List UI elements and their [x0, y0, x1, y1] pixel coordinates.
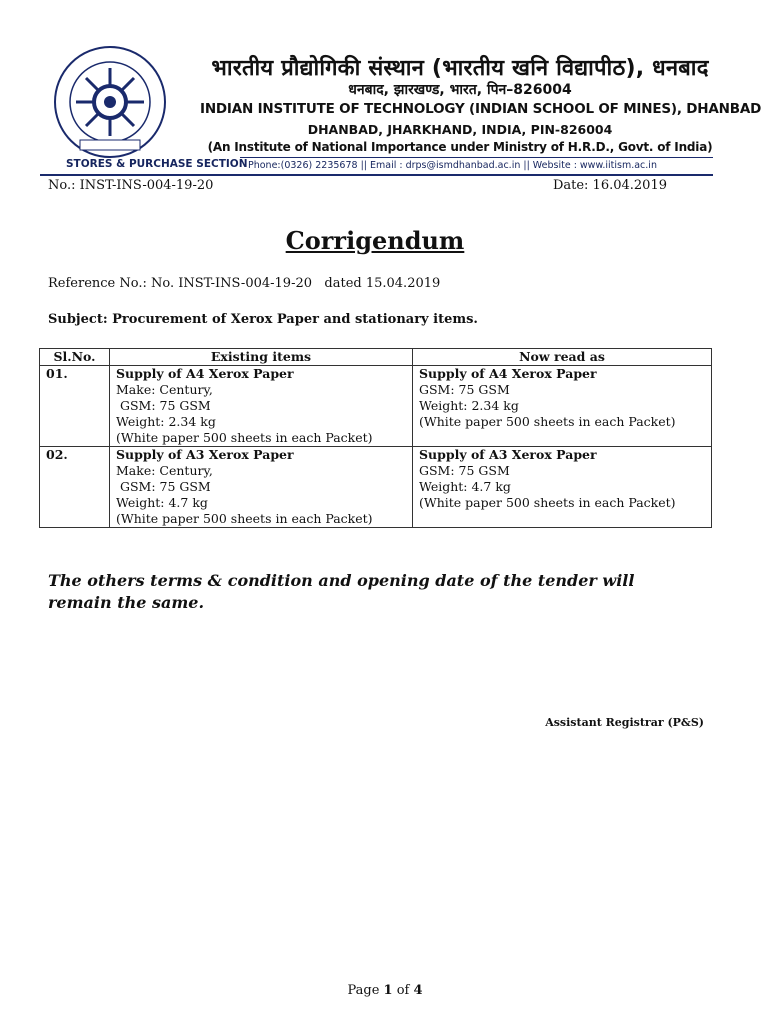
now-read-cell [413, 447, 712, 528]
page-total: 4 [413, 983, 423, 998]
letterhead [0, 0, 770, 180]
table-header-row [40, 349, 712, 366]
subject-text: Subject: Procurement of Xerox Paper and stationary items. [48, 312, 478, 327]
item-line: GSM: 75 GSM [419, 382, 510, 397]
institute-name-hindi: भारतीय प्रौद्योगिकी संस्थान (भारतीय खनि विद्यापीठ), धनबाद [211, 56, 709, 81]
item-line: Weight: 4.7 kg [419, 479, 511, 494]
institute-address: DHANBAD, JHARKHAND, INDIA, PIN-826004 [307, 122, 613, 137]
document-title: Corrigendum [285, 226, 465, 255]
column-header-sl: Sl.No. [40, 349, 110, 366]
institute-logo [52, 44, 168, 160]
section-name: STORES & PURCHASE SECTION [66, 158, 248, 170]
item-heading: Supply of A3 Xerox Paper [419, 447, 597, 462]
item-line: GSM: 75 GSM [419, 463, 510, 478]
item-line: (White paper 500 sheets in each Packet) [116, 511, 373, 526]
item-heading: Supply of A3 Xerox Paper [116, 447, 294, 462]
page-label: Page [347, 983, 380, 998]
institute-ministry: (An Institute of National Importance under Ministry of H.R.D., Govt. of India) [207, 140, 713, 154]
document-number: No.: INST-INS-004-19-20 [48, 178, 214, 193]
item-line: Weight: 2.34 kg [419, 398, 519, 413]
item-line: Weight: 2.34 kg [116, 414, 216, 429]
item-line: Make: Century, [116, 463, 213, 478]
letterhead-divider [240, 157, 713, 158]
page-current: 1 [383, 983, 393, 998]
item-line: (White paper 500 sheets in each Packet) [419, 414, 676, 429]
letterhead-rule [40, 174, 713, 176]
item-line: Weight: 4.7 kg [116, 495, 208, 510]
closing-note: The others terms & condition and opening date of the tender will remain the same. [48, 571, 635, 612]
corrigendum-table [39, 348, 712, 528]
column-header-existing: Existing items [110, 349, 413, 366]
signatory: Assistant Registrar (P&S) [545, 716, 704, 729]
item-line: (White paper 500 sheets in each Packet) [419, 495, 676, 510]
column-header-now: Now read as [413, 349, 712, 366]
institute-address-hindi: धनबाद, झारखण्ड, भारत, पिन–826004 [348, 82, 572, 98]
row-serial: 01. [40, 366, 110, 447]
item-heading: Supply of A4 Xerox Paper [116, 366, 294, 381]
item-line: Make: Century, [116, 382, 213, 397]
table-row [40, 366, 712, 447]
now-read-cell [413, 366, 712, 447]
institute-name-english: INDIAN INSTITUTE OF TECHNOLOGY (INDIAN SCHOOL OF MINES), DHANBAD [200, 101, 762, 117]
subject-line [48, 312, 478, 327]
item-line: (White paper 500 sheets in each Packet) [116, 430, 373, 445]
page-number [0, 983, 770, 998]
reference-line: Reference No.: No. INST-INS-004-19-20 dated 15.04.2019 [48, 276, 441, 291]
existing-item-cell [110, 366, 413, 447]
item-line: GSM: 75 GSM [116, 398, 211, 413]
page-of: of [396, 983, 410, 998]
item-heading: Supply of A4 Xerox Paper [419, 366, 597, 381]
item-line: GSM: 75 GSM [116, 479, 211, 494]
existing-item-cell [110, 447, 413, 528]
document-date: Date: 16.04.2019 [552, 178, 667, 193]
contact-line: Phone:(0326) 2235678 || Email : drps@ismdhanbad.ac.in || Website : www.iitism.ac.in [248, 160, 657, 171]
row-serial: 02. [40, 447, 110, 528]
table-row [40, 447, 712, 528]
